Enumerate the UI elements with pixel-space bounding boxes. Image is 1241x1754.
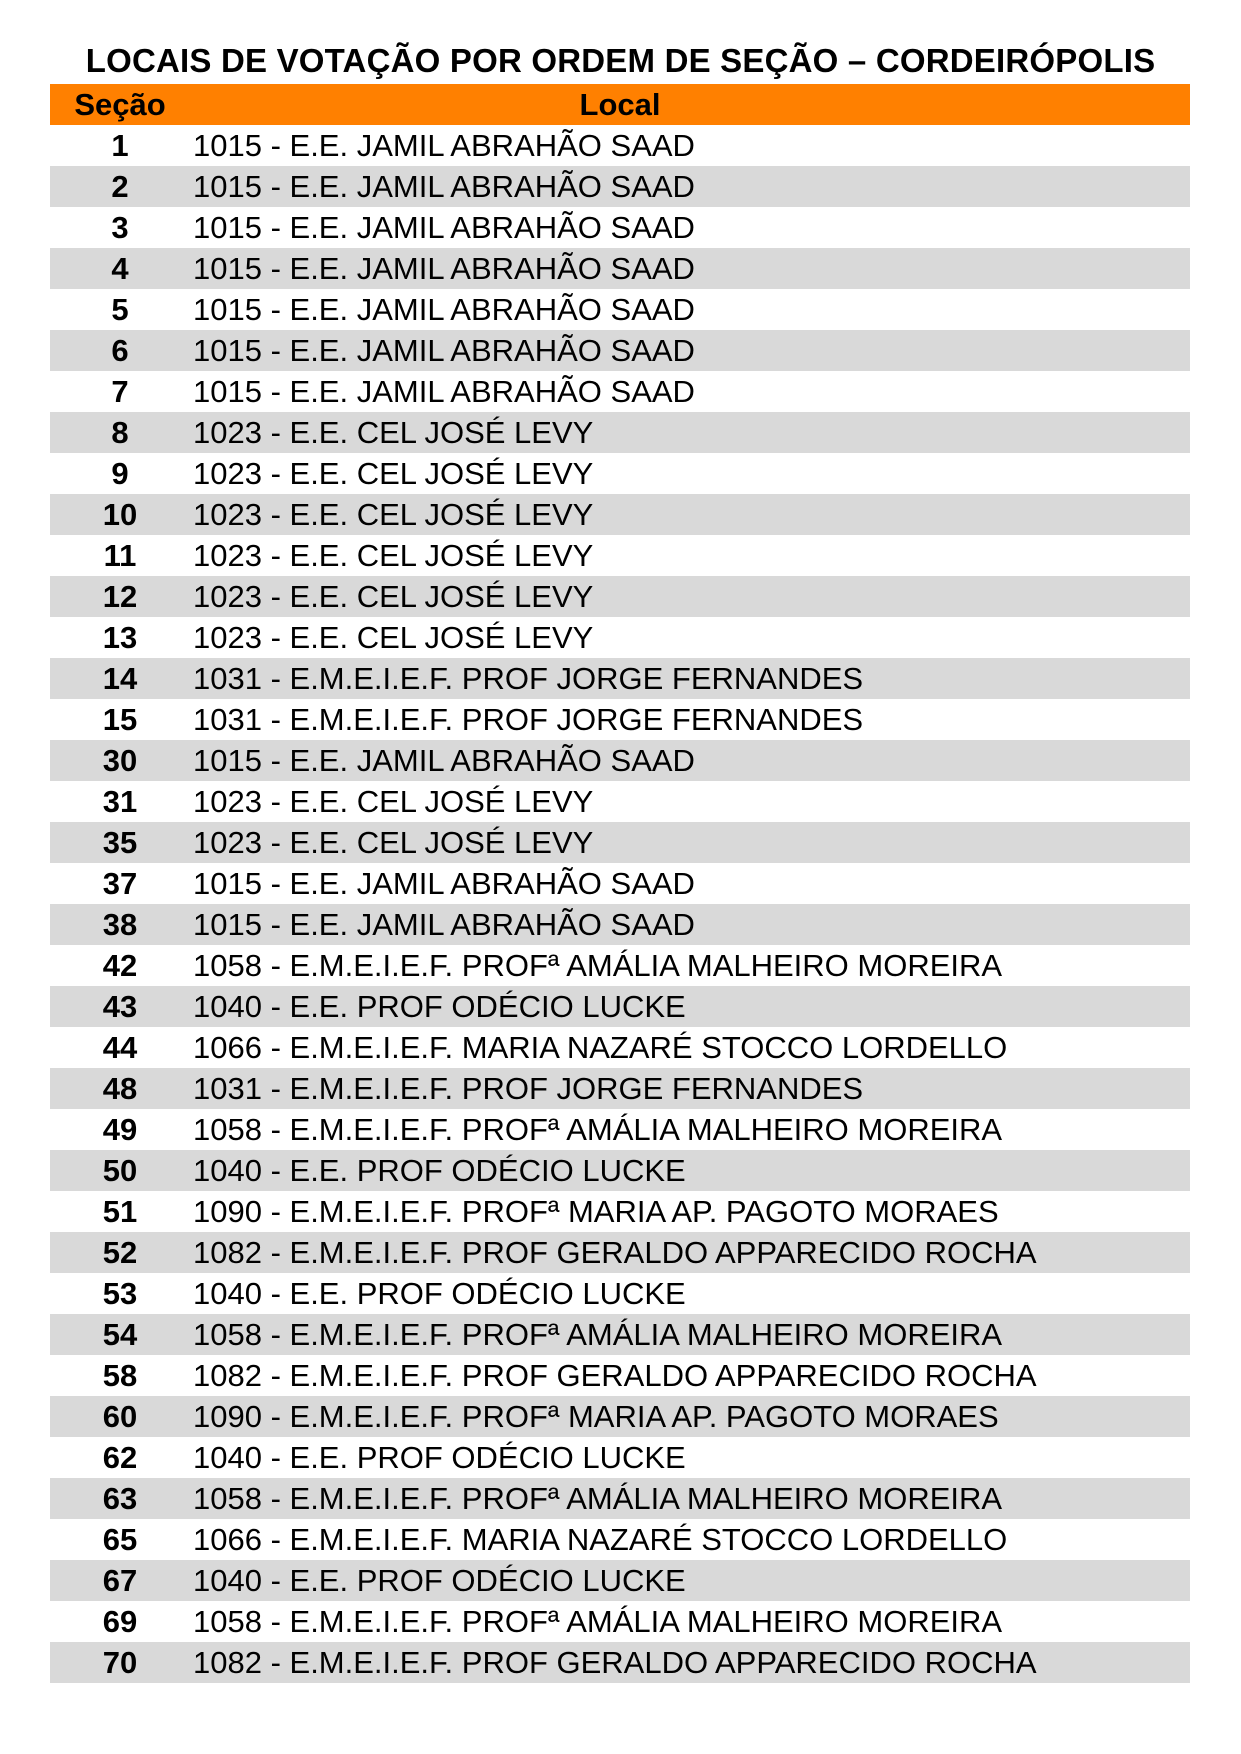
local-cell: 1058 - E.M.E.I.E.F. PROFª AMÁLIA MALHEIRO MOREIRA (193, 1481, 1003, 1516)
table-row (50, 1150, 1190, 1191)
secao-cell: 37 (102, 866, 138, 901)
table-row (50, 576, 1190, 617)
table-row (50, 1642, 1190, 1683)
table-row (50, 1027, 1190, 1068)
table-row (50, 904, 1190, 945)
local-cell: 1015 - E.E. JAMIL ABRAHÃO SAAD (193, 374, 695, 409)
secao-cell: 1 (111, 128, 129, 163)
secao-cell: 54 (102, 1317, 138, 1352)
table-row (50, 822, 1190, 863)
local-cell: 1015 - E.E. JAMIL ABRAHÃO SAAD (193, 866, 695, 901)
local-cell: 1015 - E.E. JAMIL ABRAHÃO SAAD (193, 292, 695, 327)
local-cell: 1015 - E.E. JAMIL ABRAHÃO SAAD (193, 128, 695, 163)
table-row (50, 1232, 1190, 1273)
table-row (50, 535, 1190, 576)
table-row (50, 330, 1190, 371)
local-cell: 1040 - E.E. PROF ODÉCIO LUCKE (193, 989, 686, 1024)
local-cell: 1058 - E.M.E.I.E.F. PROFª AMÁLIA MALHEIRO MOREIRA (193, 1112, 1003, 1147)
secao-cell: 50 (102, 1153, 138, 1188)
secao-cell: 11 (103, 538, 137, 573)
local-cell: 1015 - E.E. JAMIL ABRAHÃO SAAD (193, 907, 695, 942)
local-cell: 1058 - E.M.E.I.E.F. PROFª AMÁLIA MALHEIRO MOREIRA (193, 1317, 1003, 1352)
local-cell: 1031 - E.M.E.I.E.F. PROF JORGE FERNANDES (193, 702, 864, 737)
local-cell: 1040 - E.E. PROF ODÉCIO LUCKE (193, 1153, 686, 1188)
local-cell: 1058 - E.M.E.I.E.F. PROFª AMÁLIA MALHEIRO MOREIRA (193, 948, 1003, 983)
secao-cell: 6 (111, 333, 129, 368)
secao-cell: 14 (102, 661, 138, 696)
table-row (50, 1314, 1190, 1355)
secao-cell: 3 (111, 210, 129, 245)
table-row (50, 1191, 1190, 1232)
secao-cell: 65 (102, 1522, 138, 1557)
local-cell: 1015 - E.E. JAMIL ABRAHÃO SAAD (193, 210, 695, 245)
table-row (50, 1355, 1190, 1396)
secao-cell: 60 (102, 1399, 138, 1434)
table-row (50, 166, 1190, 207)
table-row (50, 1068, 1190, 1109)
local-cell: 1015 - E.E. JAMIL ABRAHÃO SAAD (193, 333, 695, 368)
table-row (50, 1437, 1190, 1478)
table-row (50, 1560, 1190, 1601)
local-cell: 1031 - E.M.E.I.E.F. PROF JORGE FERNANDES (193, 1071, 864, 1106)
secao-cell: 7 (111, 374, 129, 409)
table-row (50, 494, 1190, 535)
page-title: LOCAIS DE VOTAÇÃO POR ORDEM DE SEÇÃO – CORDEIRÓPOLIS (85, 42, 1156, 79)
local-cell: 1058 - E.M.E.I.E.F. PROFª AMÁLIA MALHEIRO MOREIRA (193, 1604, 1003, 1639)
secao-cell: 35 (102, 825, 138, 860)
secao-cell: 31 (102, 784, 138, 819)
secao-cell: 43 (102, 989, 138, 1024)
table-row (50, 248, 1190, 289)
secao-cell: 10 (102, 497, 138, 532)
table-row (50, 371, 1190, 412)
local-cell: 1023 - E.E. CEL JOSÉ LEVY (193, 538, 594, 573)
local-cell: 1031 - E.M.E.I.E.F. PROF JORGE FERNANDES (193, 661, 864, 696)
secao-cell: 63 (102, 1481, 138, 1516)
secao-cell: 2 (111, 169, 129, 204)
secao-cell: 52 (102, 1235, 138, 1270)
table-row (50, 740, 1190, 781)
secao-cell: 30 (102, 743, 138, 778)
local-cell: 1023 - E.E. CEL JOSÉ LEVY (193, 456, 594, 491)
table-row (50, 945, 1190, 986)
table-row (50, 1273, 1190, 1314)
local-cell: 1023 - E.E. CEL JOSÉ LEVY (193, 497, 594, 532)
table-row (50, 781, 1190, 822)
table-row (50, 699, 1190, 740)
table-row (50, 207, 1190, 248)
secao-cell: 8 (111, 415, 129, 450)
secao-cell: 58 (102, 1358, 138, 1393)
secao-cell: 4 (111, 251, 129, 286)
local-cell: 1082 - E.M.E.I.E.F. PROF GERALDO APPARECIDO ROCHA (193, 1645, 1037, 1680)
secao-cell: 51 (102, 1194, 138, 1229)
table-row (50, 1519, 1190, 1560)
secao-cell: 5 (111, 292, 129, 327)
table-row (50, 658, 1190, 699)
secao-cell: 70 (102, 1645, 138, 1680)
table-row (50, 986, 1190, 1027)
local-cell: 1015 - E.E. JAMIL ABRAHÃO SAAD (193, 743, 695, 778)
local-cell: 1040 - E.E. PROF ODÉCIO LUCKE (193, 1276, 686, 1311)
local-cell: 1066 - E.M.E.I.E.F. MARIA NAZARÉ STOCCO LORDELLO (193, 1030, 1008, 1065)
secao-cell: 15 (102, 702, 138, 737)
table-row (50, 1109, 1190, 1150)
table-body (50, 125, 1190, 1683)
table-row (50, 617, 1190, 658)
secao-cell: 13 (102, 620, 138, 655)
header-local: Local (579, 86, 661, 122)
table-row (50, 1396, 1190, 1437)
local-cell: 1082 - E.M.E.I.E.F. PROF GERALDO APPARECIDO ROCHA (193, 1235, 1037, 1270)
local-cell: 1023 - E.E. CEL JOSÉ LEVY (193, 579, 594, 614)
local-cell: 1082 - E.M.E.I.E.F. PROF GERALDO APPARECIDO ROCHA (193, 1358, 1037, 1393)
local-cell: 1066 - E.M.E.I.E.F. MARIA NAZARÉ STOCCO LORDELLO (193, 1522, 1008, 1557)
secao-cell: 38 (102, 907, 138, 942)
table-row (50, 863, 1190, 904)
table-row (50, 1478, 1190, 1519)
table-row (50, 453, 1190, 494)
table-row (50, 412, 1190, 453)
local-cell: 1023 - E.E. CEL JOSÉ LEVY (193, 415, 594, 450)
table-row (50, 125, 1190, 166)
local-cell: 1023 - E.E. CEL JOSÉ LEVY (193, 784, 594, 819)
secao-cell: 42 (102, 948, 138, 983)
local-cell: 1015 - E.E. JAMIL ABRAHÃO SAAD (193, 251, 695, 286)
secao-cell: 49 (102, 1112, 138, 1147)
local-cell: 1023 - E.E. CEL JOSÉ LEVY (193, 620, 594, 655)
secao-cell: 69 (102, 1604, 138, 1639)
secao-cell: 62 (102, 1440, 138, 1475)
secao-cell: 48 (102, 1071, 138, 1106)
voting-locations-table (50, 84, 1190, 1683)
secao-cell: 12 (102, 579, 138, 614)
table-row (50, 289, 1190, 330)
local-cell: 1040 - E.E. PROF ODÉCIO LUCKE (193, 1440, 686, 1475)
secao-cell: 44 (102, 1030, 138, 1065)
table-header-row (50, 84, 1190, 125)
secao-cell: 9 (111, 456, 129, 491)
local-cell: 1023 - E.E. CEL JOSÉ LEVY (193, 825, 594, 860)
header-secao: Seção (74, 86, 166, 122)
local-cell: 1015 - E.E. JAMIL ABRAHÃO SAAD (193, 169, 695, 204)
local-cell: 1040 - E.E. PROF ODÉCIO LUCKE (193, 1563, 686, 1598)
secao-cell: 67 (102, 1563, 138, 1598)
table-row (50, 1601, 1190, 1642)
secao-cell: 53 (102, 1276, 138, 1311)
local-cell: 1090 - E.M.E.I.E.F. PROFª MARIA AP. PAGOTO MORAES (193, 1399, 999, 1434)
local-cell: 1090 - E.M.E.I.E.F. PROFª MARIA AP. PAGOTO MORAES (193, 1194, 999, 1229)
